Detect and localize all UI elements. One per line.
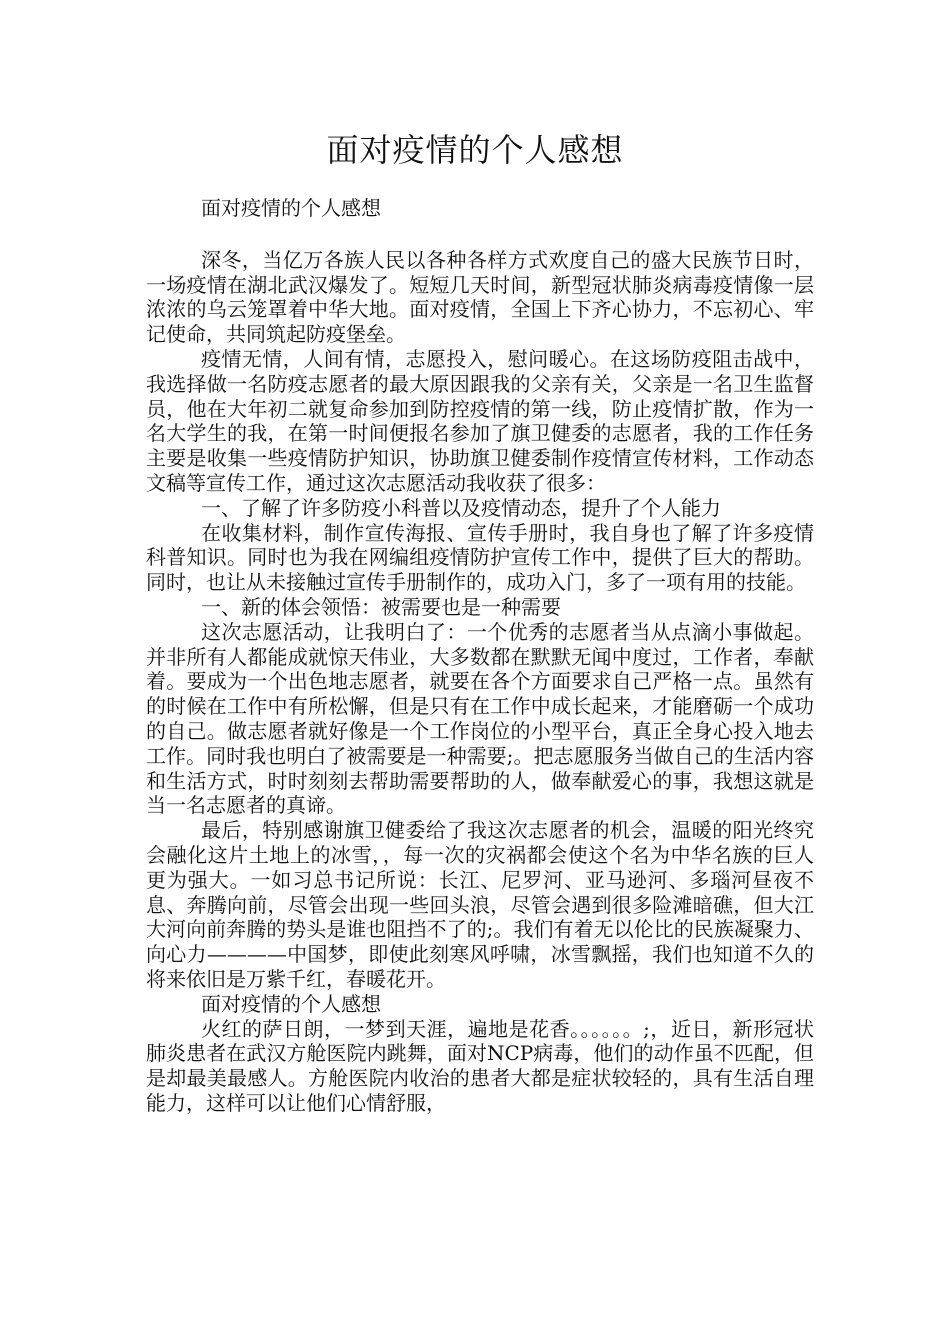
paragraph: 最后，特别感谢旗卫健委给了我这次志愿者的机会，温暖的阳光终究会融化这片土地上的冰雪，，每一次的灾祸都会使这个名为中华名族的巨人更为强大。一如习总书记所说：长江、尼罗河、亚马逊河、多瑙河昼夜不息、奔腾向前，尽管会出现一些回头浪，尽管会遇到很多险滩暗礁，但大江大河向前奔腾的势头是谁也阻挡不了的;。我们有着无以伦比的民族凝聚力、向心力————中国梦，即使此刻寒风呼啸，冰雪飘摇，我们也知道不久的将来依旧是万紫千红，春暖花开。 [146,818,814,991]
paragraph: 疫情无情，人间有情，志愿投入，慰问暖心。在这场防疫阻击战中，我选择做一名防疫志愿者的最大原因跟我的父亲有关，父亲是一名卫生监督员，他在大年初二就复命参加到防控疫情的第一线，防止疫情扩散，作为一名大学生的我，在第一时间便报名参加了旗卫健委的志愿者，我的工作任务主要是收集一些疫情防护知识，协助旗卫健委制作疫情宣传材料，工作动态文稿等宣传工作，通过这次志愿活动我收获了很多： [146,346,814,495]
section-heading: 一、了解了许多防疫小科普以及疫情动态，提升了个人能力 [201,495,721,520]
document-title: 面对疫情的个人感想 [326,131,624,169]
document-subtitle: 面对疫情的个人感想 [201,196,381,220]
paragraph: 在收集材料，制作宣传海报、宣传手册时，我自身也了解了许多疫情科普知识。同时也为我在网编组疫情防护宣传工作中，提供了巨大的帮助。同时，也让从未接触过宣传手册制作的，成功入门，多了一项有用的技能。 [146,520,814,595]
section-heading: 面对疫情的个人感想 [201,991,381,1016]
paragraph: 火红的萨日朗，一梦到天涯，遍地是花香。。。。。。;，近日，新形冠状肺炎患者在武汉方舱医院内跳舞，面对NCP病毒，他们的动作虽不匹配，但是却最美最感人。方舱医院内收治的患者大都是症状较轻的，具有生活自理能力，这样可以让他们心情舒服， [146,1016,814,1115]
paragraph: 深冬，当亿万各族人民以各种各样方式欢度自己的盛大民族节日时，一场疫情在湖北武汉爆发了。短短几天时间，新型冠状肺炎病毒疫情像一层浓浓的乌云笼罩着中华大地。面对疫情，全国上下齐心协力，不忘初心、牢记使命，共同筑起防疫堡垒。 [146,247,814,347]
section-heading: 一、新的体会领悟：被需要也是一种需要 [201,594,561,619]
paragraph: 这次志愿活动，让我明白了：一个优秀的志愿者当从点滴小事做起。并非所有人都能成就惊天伟业，大多数都在默默无闻中度过，工作者，奉献着。要成为一个出色地志愿者，就要在各个方面要求自己严格一点。虽然有的时候在工作中有所松懈，但是只有在工作中成长起来，才能磨砺一个成功的自己。做志愿者就好像是一个工作岗位的小型平台，真正全身心投入地去工作。同时我也明白了被需要是一种需要;。把志愿服务当做自己的生活内容和生活方式，时时刻刻去帮助需要帮助的人，做奉献爱心的事，我想这就是当一名志愿者的真谛。 [146,619,814,818]
paragraph-spacer [146,221,814,248]
document-body [146,196,814,1116]
